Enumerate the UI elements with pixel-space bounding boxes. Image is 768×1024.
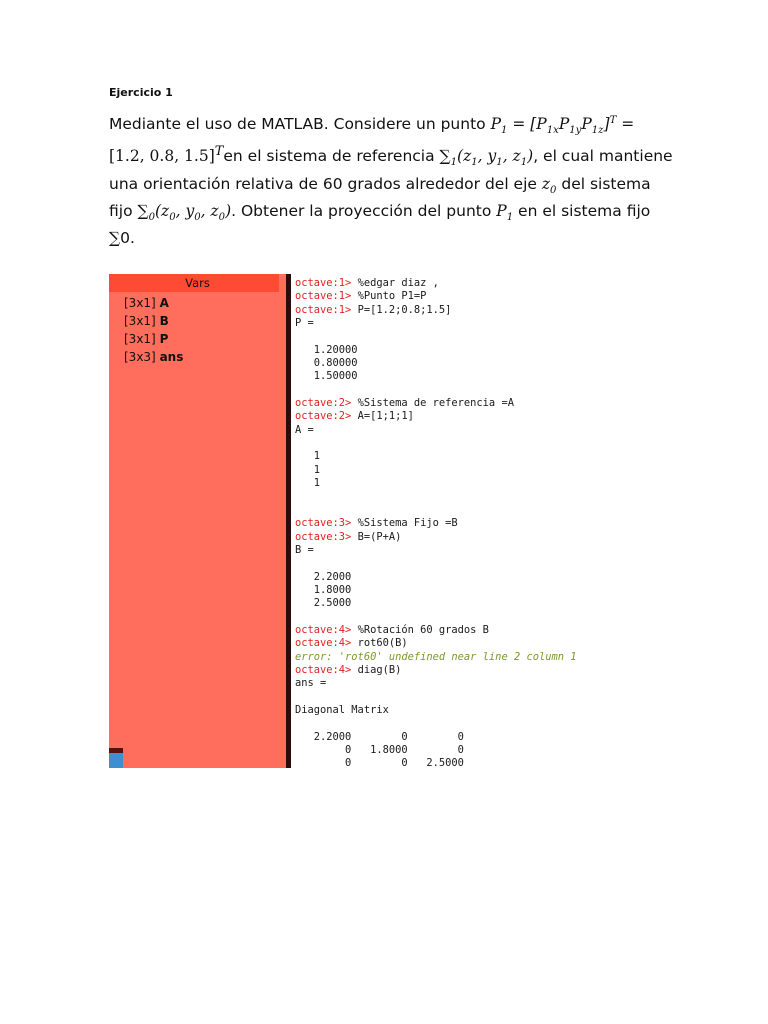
console-output: 1 — [295, 463, 321, 476]
math-sigma-symbol: ∑ — [109, 228, 121, 247]
console-output: A = — [295, 423, 314, 436]
console-line — [295, 450, 615, 463]
console-prompt: octave:2> — [295, 397, 358, 410]
problem-text: , el cual mantiene — [533, 147, 673, 166]
console-output: P = — [295, 317, 314, 330]
vars-header-edge — [279, 274, 286, 292]
console-line — [295, 731, 615, 744]
console-output: Diagonal Matrix — [295, 704, 389, 716]
console-line — [295, 611, 615, 624]
console-line — [295, 717, 615, 730]
console-line — [295, 424, 615, 437]
console-output: 0 0 2.5000 — [295, 757, 464, 770]
problem-line-4 — [109, 201, 664, 228]
math-z0: $z_0$ — [541, 174, 557, 196]
problem-line-3 — [109, 174, 664, 201]
console-command: %Punto P1=P — [357, 290, 427, 303]
console-output: ans = — [295, 677, 327, 690]
console-prompt: octave:2> — [295, 410, 358, 423]
console-line — [295, 677, 615, 690]
console-output: 2.2000 0 0 — [295, 730, 464, 743]
panel-splitter[interactable] — [286, 274, 291, 768]
console-prompt: octave:3> — [295, 530, 358, 543]
math-sigma-1: $\sum_1(z_1$, $y_1$, $z_1$) — [439, 147, 534, 169]
problem-text: en el sistema de referencia — [223, 147, 440, 166]
problem-text: fijo — [109, 201, 138, 220]
console-command: A=[1;1;1] — [357, 410, 414, 423]
console-line — [295, 384, 615, 397]
math-p1: $P_1$ — [496, 201, 514, 223]
console-line — [295, 477, 615, 490]
math-transpose: T — [214, 144, 224, 160]
console-prompt: octave:4> — [295, 663, 358, 676]
console-output: 1.50000 — [295, 370, 358, 383]
console-line — [295, 357, 615, 370]
math-vector-values: [1.2, 0.8, 1.5] — [109, 147, 215, 166]
problem-text: 0. — [120, 228, 135, 247]
console-line — [295, 664, 615, 677]
console-output: 0.80000 — [295, 357, 358, 370]
console-prompt: octave:4> — [295, 623, 358, 636]
panel-corner-button[interactable] — [109, 753, 123, 768]
console-line — [295, 704, 615, 717]
console-output: 1.8000 — [295, 583, 352, 596]
console-line — [295, 584, 615, 597]
exercise-heading: Ejercicio 1 — [109, 86, 173, 99]
console-error: error: 'rot60' undefined near line 2 column 1 — [295, 650, 577, 663]
console-line — [295, 397, 615, 410]
problem-text: en el sistema fijo — [513, 201, 651, 220]
problem-text: Mediante el uso de MATLAB. Considere un punto — [109, 115, 491, 134]
console-line — [295, 304, 615, 317]
console-command: diag(B) — [357, 663, 402, 676]
console-line — [295, 744, 615, 757]
vars-scroll-edge — [279, 292, 286, 768]
console-command: %Sistema de referencia =A — [357, 397, 514, 410]
console-output: 2.5000 — [295, 597, 352, 610]
console-command: P=[1.2;0.8;1.5] — [357, 303, 452, 316]
octave-screenshot — [109, 274, 619, 768]
console-line — [295, 544, 615, 557]
console-output: 0 1.8000 0 — [295, 744, 464, 757]
problem-text: del sistema — [556, 174, 651, 193]
math-p1-vector: $P_1 = [P_{1x}P_{1y}P_{1z}]^T$ = — [490, 115, 635, 137]
console-line — [295, 317, 615, 330]
console-line — [295, 330, 615, 343]
console-line — [295, 637, 615, 650]
var-item-ans[interactable]: [3x3] ans — [124, 350, 184, 364]
console-output: 1 — [295, 450, 321, 463]
console-output: B = — [295, 543, 314, 556]
console-line — [295, 624, 615, 637]
console-command: %Sistema Fijo =B — [357, 517, 458, 530]
console-line — [295, 517, 615, 530]
console-line — [295, 464, 615, 477]
console-prompt: octave:1> — [295, 290, 358, 303]
var-item-p[interactable]: [3x1] P — [124, 332, 169, 346]
console-line — [295, 571, 615, 584]
console-command: B=(P+A) — [357, 530, 402, 543]
problem-line-1 — [109, 110, 664, 141]
var-item-a[interactable]: [3x1] A — [124, 296, 169, 310]
math-sigma-0: $\sum_0(z_0$, $y_0$, $z_0$) — [137, 201, 232, 223]
console-line — [295, 531, 615, 544]
console-line — [295, 757, 615, 770]
console-line — [295, 557, 615, 570]
console-line — [295, 491, 615, 504]
console-output: 1 — [295, 477, 321, 490]
console-prompt: octave:1> — [295, 277, 358, 289]
problem-statement — [109, 110, 673, 249]
console-line — [295, 290, 615, 303]
vars-panel — [109, 274, 286, 768]
var-item-b[interactable]: [3x1] B — [124, 314, 169, 328]
console-output: 1.20000 — [295, 343, 358, 356]
console-output: 2.2000 — [295, 570, 352, 583]
console-line — [295, 597, 615, 610]
vars-list — [124, 294, 183, 366]
console-command: %edgar diaz , — [357, 277, 439, 289]
octave-console[interactable] — [295, 277, 615, 771]
console-line — [295, 504, 615, 517]
console-prompt: octave:3> — [295, 517, 358, 530]
problem-text: . Obtener la proyección del punto — [231, 201, 497, 220]
console-line — [295, 410, 615, 423]
console-line — [295, 651, 615, 664]
problem-line-5 — [109, 228, 664, 249]
problem-line-2 — [109, 141, 673, 173]
console-prompt: octave:1> — [295, 303, 358, 316]
console-line — [295, 370, 615, 383]
console-command: rot60(B) — [357, 637, 408, 650]
console-line — [295, 277, 615, 290]
console-command: %Rotación 60 grados B — [357, 623, 489, 636]
vars-header[interactable]: Vars — [109, 274, 286, 292]
console-line — [295, 344, 615, 357]
console-line — [295, 691, 615, 704]
console-line — [295, 437, 615, 450]
console-prompt: octave:4> — [295, 637, 358, 650]
problem-text: una orientación relativa de 60 grados alrededor del eje — [109, 174, 542, 193]
